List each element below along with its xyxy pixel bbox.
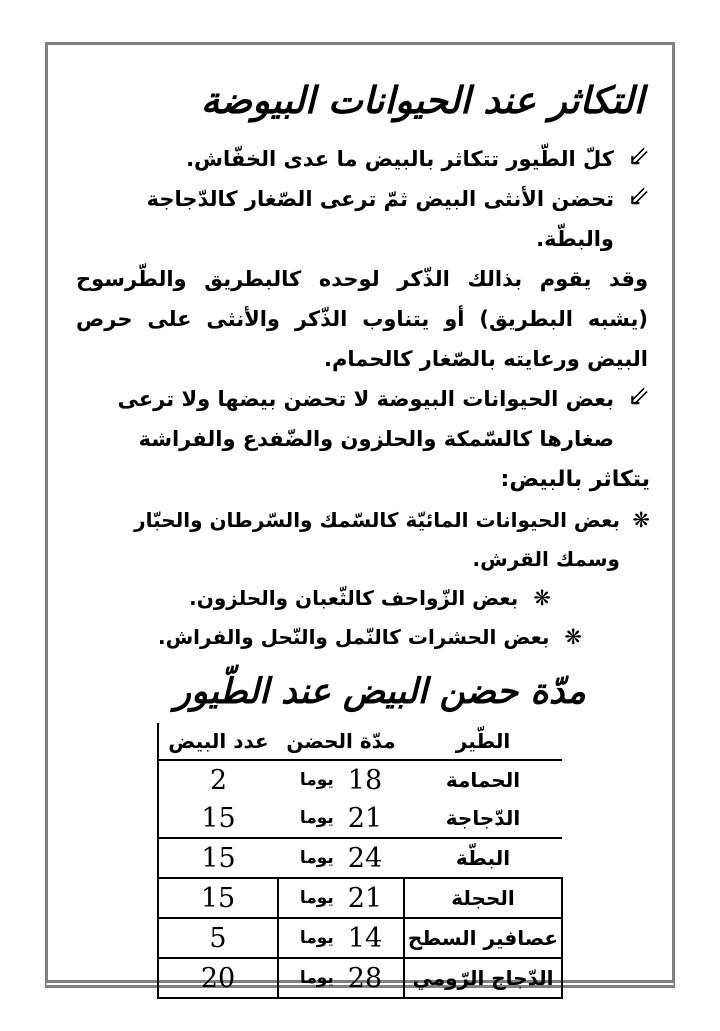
arrow-bullet-list [70, 139, 650, 259]
incubation-duration [278, 958, 404, 998]
bullet-text: بعض الحيوانات المائيّة كالسّمك والسّرطان والحبّار وسمك القرش. [134, 508, 620, 572]
bird-name: الدّجاج الرّومي [404, 958, 562, 998]
bullet-text: بعض الحشرات كالنّمل والنّحل والفراش. [157, 625, 550, 650]
eggs-value: 2 [209, 764, 228, 796]
star-bullet-icon: ❋ [533, 586, 551, 611]
incubation-duration [278, 838, 404, 878]
days-value: 21 [347, 802, 383, 834]
bird-name: عصافير السطح [404, 918, 562, 958]
bullet-text: تحضن الأنثى البيض ثمّ ترعى الصّغار كالدّجاجة والبطّة. [146, 187, 614, 252]
table-row [158, 799, 562, 838]
bullet-text: كلّ الطّيور تتكاثر بالبيض ما عدى الخفّاش. [186, 147, 614, 172]
column-header-bird: الطّير [404, 723, 562, 760]
page-border-frame [45, 42, 675, 994]
list-item [90, 618, 650, 657]
table-row [158, 958, 562, 998]
days-value: 21 [347, 882, 383, 914]
egg-count [158, 838, 278, 878]
incubation-duration [278, 760, 404, 799]
star-bullet-icon: ❋ [564, 625, 583, 650]
star-bullet-list [70, 501, 650, 657]
list-item [80, 179, 650, 259]
egg-count [158, 760, 278, 799]
bird-name: الحجلة [404, 878, 562, 918]
column-header-eggs: عدد البيض [158, 723, 278, 760]
list-item [80, 139, 650, 179]
intro-section [70, 139, 650, 459]
table-header-row [158, 723, 562, 760]
day-unit-label: يوما [299, 770, 334, 791]
days-value: 18 [347, 764, 383, 796]
eggs-value: 15 [201, 842, 236, 874]
bird-name: الحمامة [445, 768, 521, 793]
star-bullet-icon: ❋ [632, 508, 650, 533]
arrow-bullet-list [70, 379, 650, 459]
table-row [158, 918, 562, 958]
incubation-table [157, 723, 563, 999]
day-unit-label: يوما [299, 888, 334, 909]
days-value: 28 [347, 962, 383, 994]
day-unit-label: يوما [299, 928, 334, 949]
egg-count [158, 958, 278, 998]
incubation-duration [278, 878, 404, 918]
curved-arrow-bullet-icon: ⇙ [627, 181, 650, 213]
eggs-value: 20 [200, 962, 236, 994]
egg-count [158, 878, 278, 918]
table-row [158, 878, 562, 918]
column-header-incubation: مدّة الحضن [278, 723, 404, 760]
reproduce-by-eggs-heading: يتكاثر بالبيض: [500, 467, 650, 493]
eggs-value: 15 [201, 802, 236, 834]
table-title: مدّة حضن البيض عند الطّيور [174, 672, 586, 713]
list-item [80, 379, 650, 459]
incubation-duration [278, 799, 404, 838]
day-unit-label: يوما [299, 808, 334, 829]
egg-count [158, 918, 278, 958]
bird-name: الدّجاجة [404, 799, 562, 838]
bird-name: البطّة [404, 838, 562, 878]
list-item [116, 501, 650, 579]
table-row [158, 838, 562, 878]
main-title: التكاثر عند الحيوانات البيوضة [200, 79, 644, 122]
incubation-duration [278, 918, 404, 958]
days-value: 24 [347, 842, 383, 874]
curved-arrow-bullet-icon: ⇙ [627, 141, 650, 173]
eggs-value: 5 [209, 922, 227, 954]
curved-arrow-bullet-icon: ⇙ [627, 381, 650, 413]
day-unit-label: يوما [299, 848, 334, 869]
table-row [158, 760, 562, 799]
days-value: 14 [347, 922, 383, 954]
male-incubation-paragraph: وقد يقوم بذالك الذّكر لوحده كالبطريق والطّرسوح (يشبه البطريق) أو يتناوب الذّكر والأنثى على حرص البيض ورعايته بالصّغار كالحمام. [76, 267, 648, 372]
bullet-text: بعض الزّواحف كالثّعبان والحلزون. [189, 586, 519, 611]
day-unit-label: يوما [299, 968, 334, 989]
eggs-value: 15 [200, 882, 236, 914]
bullet-text: بعض الحيوانات البيوضة لا تحضن بيضها ولا ترعى صغارها كالسّمكة والحلزون والضّفدع والفراشة [117, 387, 614, 452]
egg-count [158, 799, 278, 838]
list-item [90, 579, 650, 618]
